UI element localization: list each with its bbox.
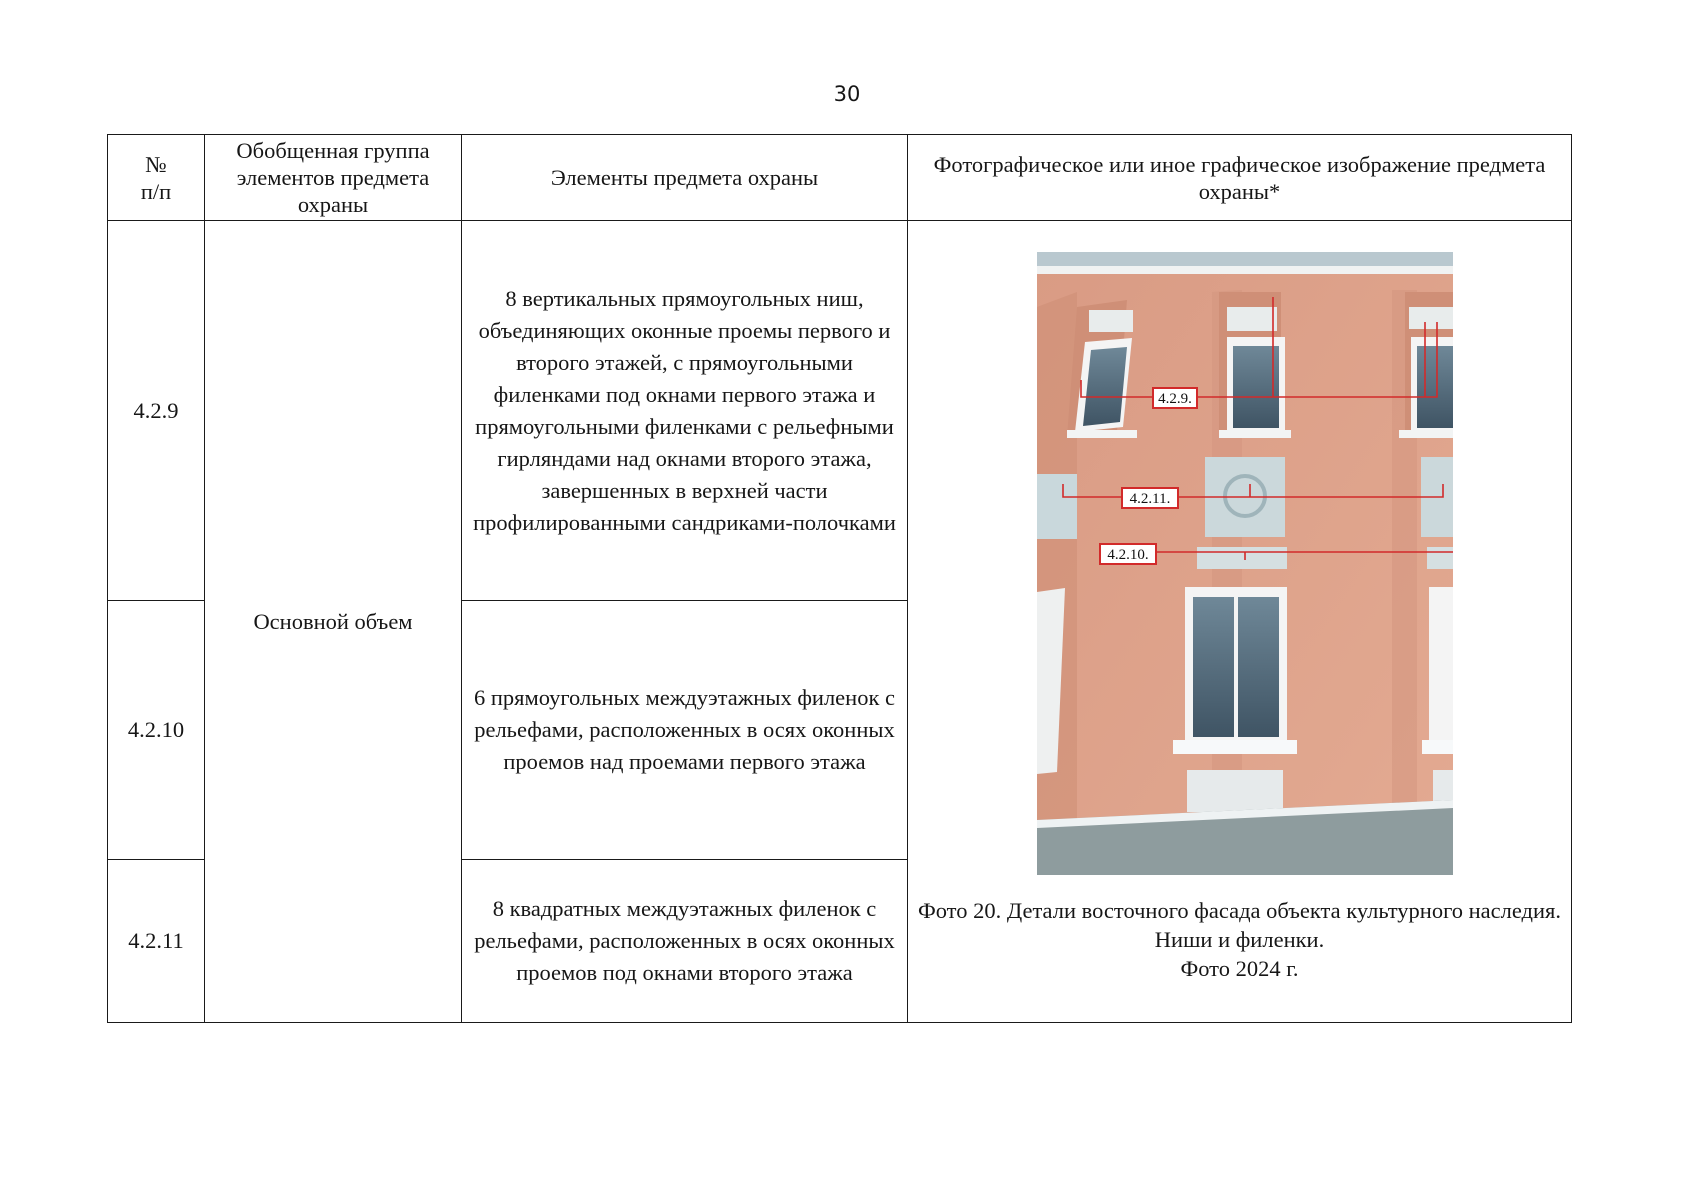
element-description: 8 вертикальных прямоугольных ниш, объединяющих оконные проемы первого и второго этажей, с прямоугольными филенками под окнами первого этажа и прямоугольными филенками с рельефными гирляндами над окнами второго этажа, завершенных в верхней части профилированными сандриками-полочками	[462, 221, 908, 601]
label-4-2-11: 4.2.11.	[1129, 491, 1171, 507]
element-description: 6 прямоугольных междуэтажных филенок с рельефами, расположенных в осях оконных проемов над проемами первого этажа	[462, 601, 908, 860]
label-4-2-10: 4.2.10.	[1107, 547, 1149, 563]
group-cell: Основной объем	[205, 221, 462, 1023]
header-photo: Фотографическое или иное графическое изображение предмета охраны*	[908, 135, 1572, 221]
header-group: Обобщенная группа элементов предмета охраны	[205, 135, 462, 221]
row-number: 4.2.9	[108, 221, 205, 601]
row-number: 4.2.10	[108, 601, 205, 860]
label-4-2-9: 4.2.9.	[1158, 391, 1192, 407]
header-elements: Элементы предмета охраны	[462, 135, 908, 221]
photo-caption	[908, 896, 1571, 983]
caption-text: Фото 20. Детали восточного фасада объекта культурного наследия. Ниши и филенки.	[917, 898, 1562, 952]
table-header-row	[108, 135, 1572, 221]
page-number: 30	[833, 82, 861, 106]
caption-date: Фото 2024 г.	[1180, 956, 1299, 981]
row-number: 4.2.11	[108, 860, 205, 1023]
header-num: № п/п	[108, 135, 205, 221]
table-row	[108, 221, 1572, 601]
protection-elements-table	[107, 134, 1572, 1023]
element-description: 8 квадратных междуэтажных филенок с рельефами, расположенных в осях оконных проемов под окнами второго этажа	[462, 860, 908, 1023]
facade-photo	[1037, 252, 1453, 875]
photo-cell	[908, 221, 1572, 1023]
